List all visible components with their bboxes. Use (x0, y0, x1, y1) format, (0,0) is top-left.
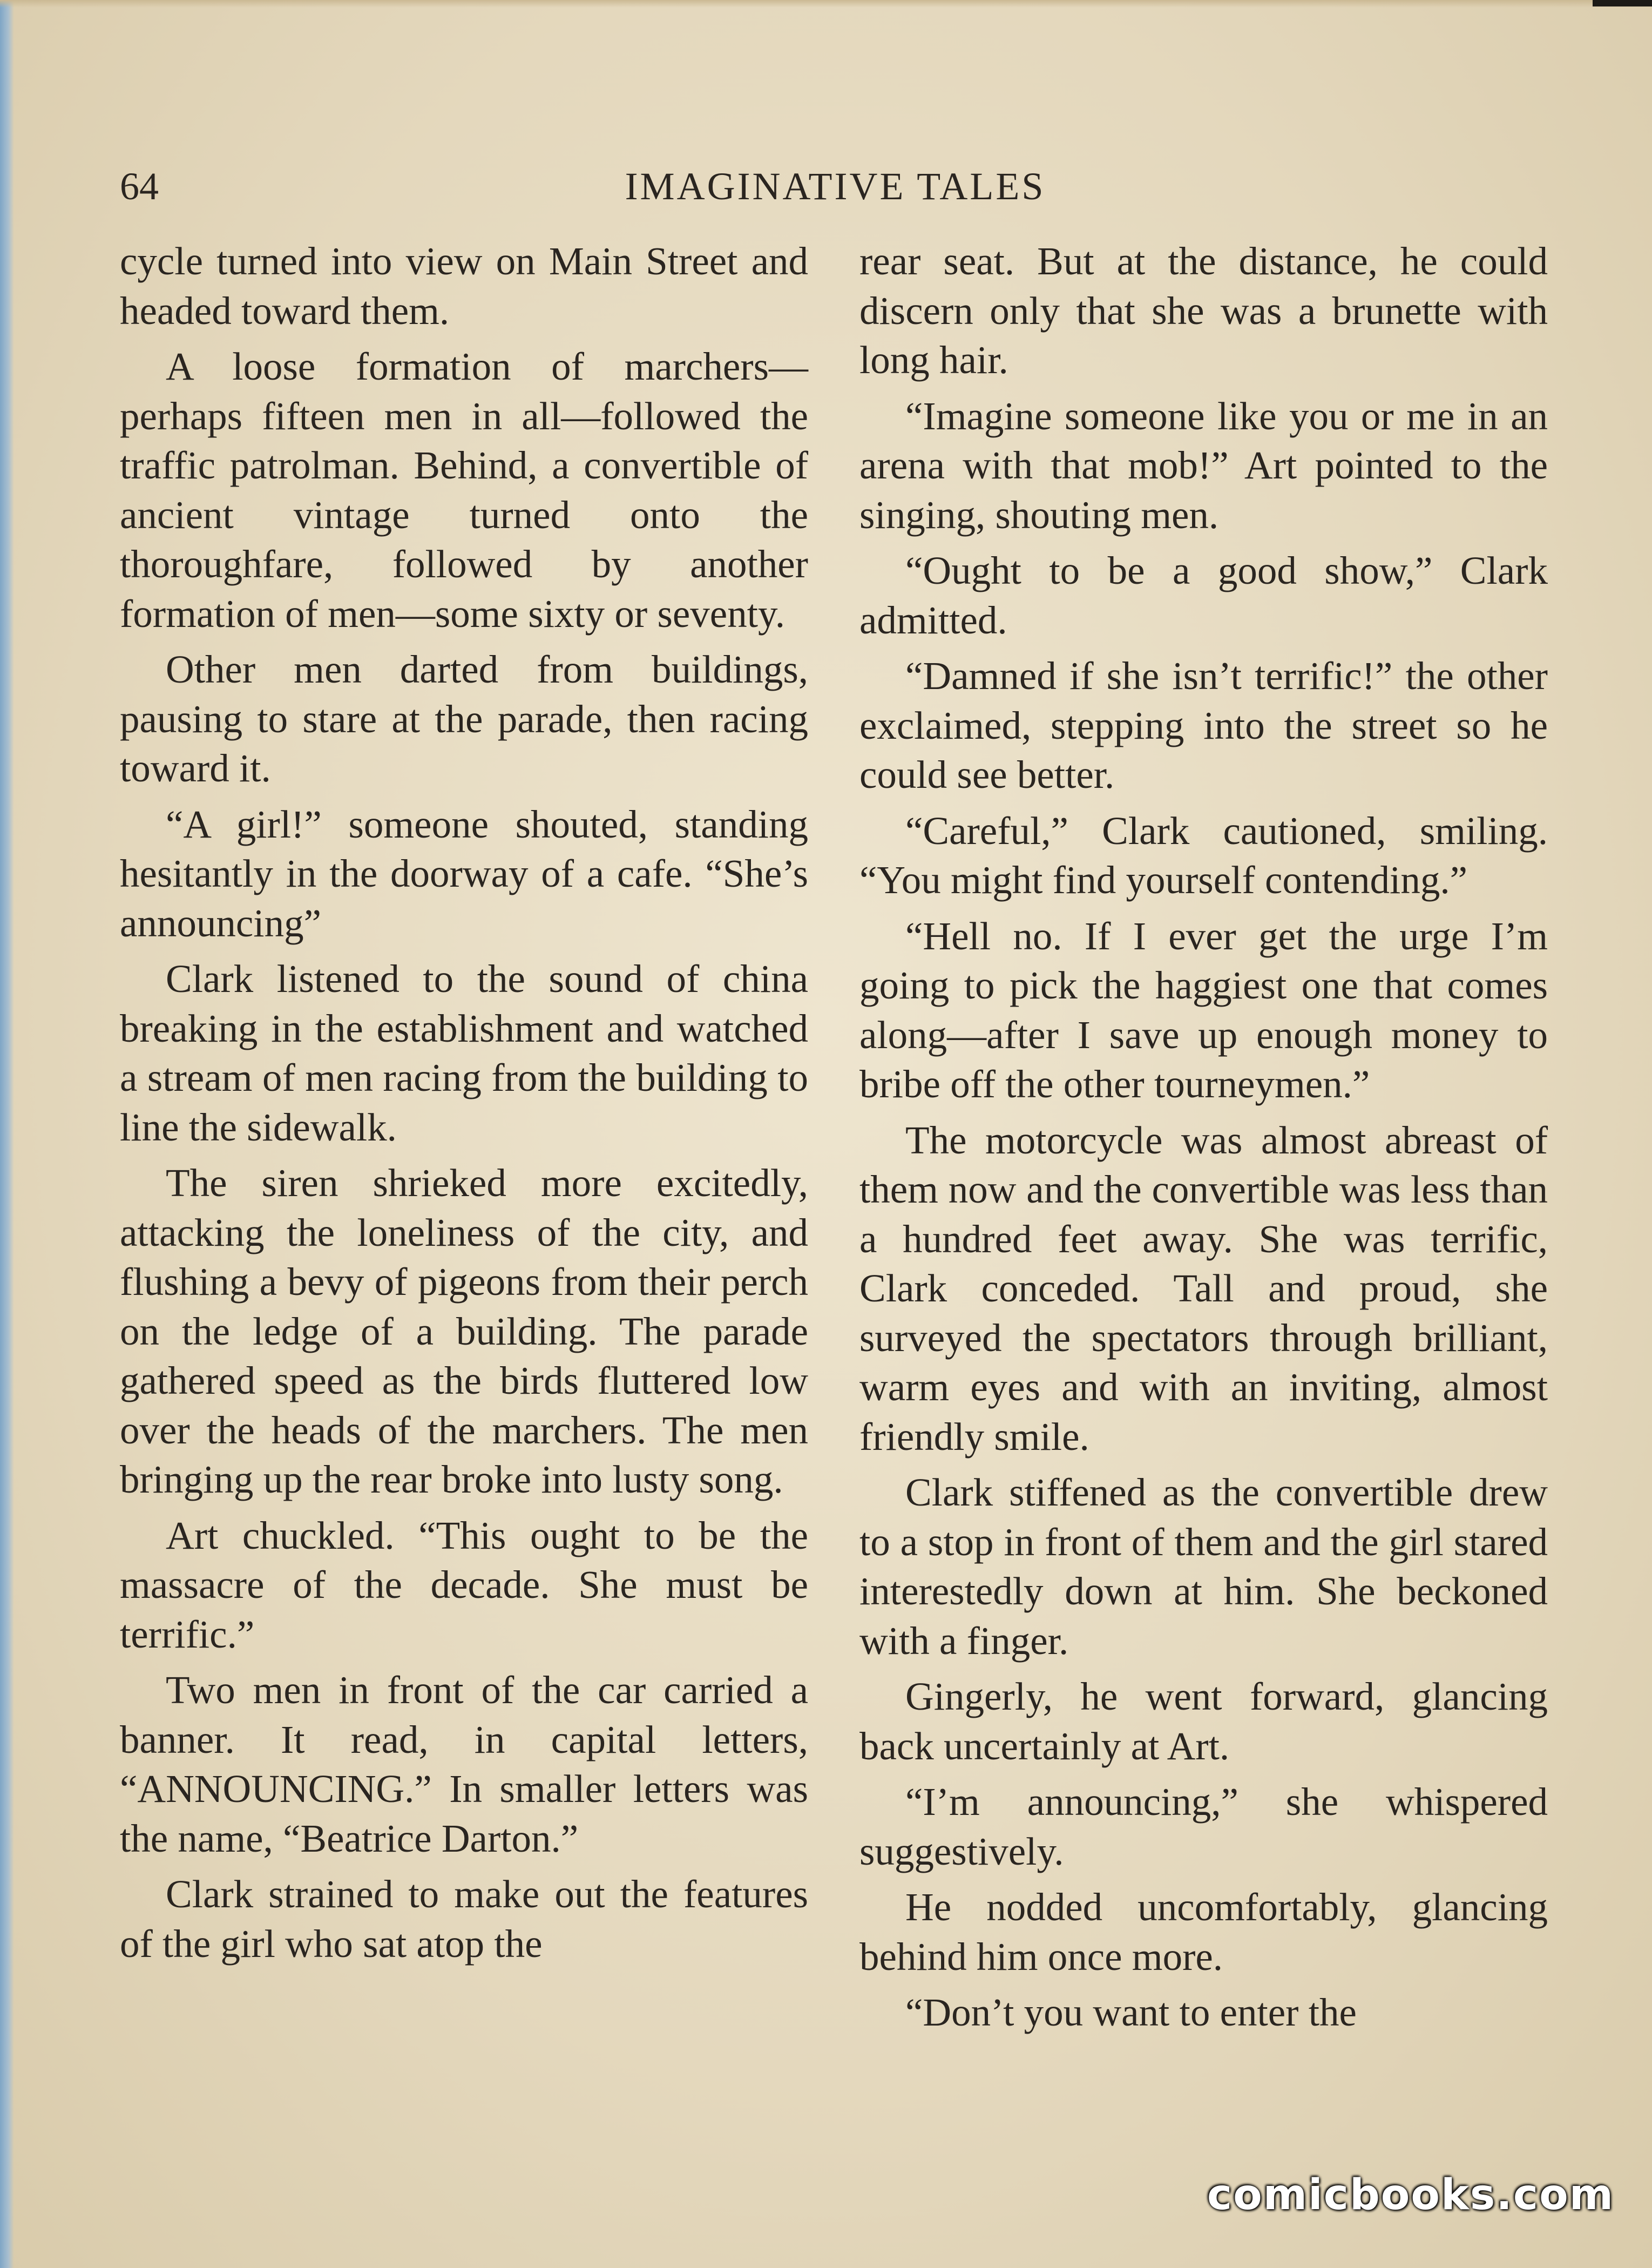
paragraph: “Hell no. If I ever get the urge I’m going to pick the haggiest one that comes along—after I save up enough money to bribe off the other tourneymen.” (859, 914, 1548, 1106)
paragraph: rear seat. But at the distance, he could discern only that she was a brunette with long hair. (859, 239, 1548, 382)
page-header (120, 159, 1551, 213)
paragraph: Art chuckled. “This ought to be the massacre of the decade. She must be terrific.” (120, 1513, 808, 1656)
paragraph: “A girl!” someone shouted, standing hesitantly in the doorway of a cafe. “She’s announcing” (120, 802, 808, 945)
scan-edge-left (0, 0, 14, 2268)
paragraph: He nodded uncomfortably, glancing behind him once more. (859, 1885, 1548, 1979)
paragraph: “Don’t you want to enter the (905, 1990, 1357, 2034)
paragraph: “Imagine someone like you or me in an arena with that mob!” Art pointed to the singing, shouting men. (859, 394, 1548, 537)
paragraph: “Ought to be a good show,” Clark admitted. (859, 549, 1548, 642)
paragraph: “Damned if she isn’t terrific!” the other exclaimed, stepping into the street so he could see better. (859, 654, 1548, 796)
paragraph: Clark stiffened as the convertible drew to a stop in front of them and the girl stared interestedly down at him. She beckoned with a finger. (859, 1470, 1548, 1663)
right-text-column (859, 237, 1548, 2044)
paragraph: cycle turned into view on Main Street and headed toward them. (120, 239, 808, 333)
paragraph: “I’m announcing,” she whispered suggestively. (859, 1780, 1548, 1873)
paragraph: Clark strained to make out the features of the girl who sat atop the (120, 1872, 808, 1966)
paragraph: Gingerly, he went forward, glancing back uncertainly at Art. (859, 1675, 1548, 1768)
paragraph: Other men darted from buildings, pausing to stare at the parade, then racing toward it. (120, 647, 808, 790)
paragraph: Two men in front of the car carried a banner. It read, in capital letters, “ANNOUNCING.” In smaller letters was the name, “Beatrice Darton.” (120, 1668, 808, 1860)
paragraph: The motorcycle was almost abreast of them now and the convertible was less than a hundred feet away. She was terrific, Clark conceded. Tall and proud, she surveyed the spectators through brilliant, warm eyes and with an inviting, almost friendly smile. (859, 1118, 1548, 1459)
paragraph: A loose formation of marchers—perhaps fifteen men in all—followed the traffic patrolman. Behind, a convertible of ancient vintage turned onto the thoroughfare, followed by another formation of men—some sixty or seventy. (120, 345, 808, 636)
scan-edge-top (0, 0, 1652, 8)
page-number: 64 (120, 165, 159, 208)
left-text-column (120, 237, 808, 1975)
paragraph: “Careful,” Clark cautioned, smiling. “You might find yourself contending.” (859, 808, 1548, 902)
paragraph: Clark listened to the sound of china breaking in the establishment and watched a stream of men racing from the building to line the sidewalk. (120, 957, 808, 1149)
watermark-logo: comicbooks.com (1207, 2171, 1614, 2219)
paragraph: The siren shrieked more excitedly, attacking the loneliness of the city, and flushing a bevy of pigeons from their perch on the ledge of a building. The parade gathered speed as the birds fluttered low over the heads of the marchers. The men bringing up the rear broke into lusty song. (120, 1161, 808, 1501)
running-title: IMAGINATIVE TALES (625, 165, 1046, 208)
scan-corner (1593, 0, 1652, 6)
